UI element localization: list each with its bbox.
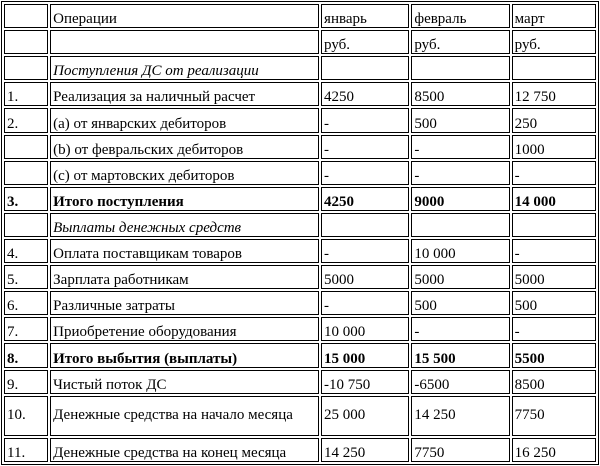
row-number: 10. bbox=[4, 396, 48, 436]
value-cell-february: - bbox=[411, 135, 509, 159]
section-row bbox=[4, 56, 596, 80]
value-cell-march: 8500 bbox=[512, 370, 596, 394]
value-cell-february bbox=[411, 213, 509, 237]
unit-february: руб. bbox=[411, 30, 509, 54]
table-row bbox=[4, 82, 596, 106]
value-cell-march: 12 750 bbox=[512, 82, 596, 106]
row-label: Различные затраты bbox=[50, 291, 319, 315]
value-cell-march: - bbox=[512, 161, 596, 185]
row-label: (c) от мартовских дебиторов bbox=[50, 161, 319, 185]
value-cell-january bbox=[321, 56, 409, 80]
value-cell-january: - bbox=[321, 108, 409, 132]
value-cell-march: 16 250 bbox=[512, 438, 596, 462]
units-num-cell bbox=[4, 30, 48, 54]
table-row bbox=[4, 396, 596, 436]
value-cell-february: -6500 bbox=[411, 370, 509, 394]
value-cell-march: 5500 bbox=[512, 343, 596, 367]
value-cell-february: - bbox=[411, 161, 509, 185]
value-cell-february bbox=[411, 56, 509, 80]
row-number: 5. bbox=[4, 265, 48, 289]
table-row bbox=[4, 317, 596, 341]
unit-january: руб. bbox=[321, 30, 409, 54]
row-label: Итого выбытия (выплаты) bbox=[50, 343, 319, 367]
header-month-march: март bbox=[512, 4, 596, 28]
value-cell-february: 10 000 bbox=[411, 239, 509, 263]
section-title: Поступления ДС от реализации bbox=[50, 56, 319, 80]
table-row bbox=[4, 291, 596, 315]
row-label: Приобретение оборудования bbox=[50, 317, 319, 341]
value-cell-february: 15 500 bbox=[411, 343, 509, 367]
row-label: Оплата поставщикам товаров bbox=[50, 239, 319, 263]
value-cell-february: 8500 bbox=[411, 82, 509, 106]
units-row bbox=[4, 30, 596, 54]
value-cell-february: 7750 bbox=[411, 438, 509, 462]
table-row bbox=[4, 135, 596, 159]
row-number: 1. bbox=[4, 82, 48, 106]
table-row bbox=[4, 239, 596, 263]
value-cell-march bbox=[512, 213, 596, 237]
row-number: 6. bbox=[4, 291, 48, 315]
value-cell-january: - bbox=[321, 135, 409, 159]
value-cell-january: 5000 bbox=[321, 265, 409, 289]
value-cell-february: 9000 bbox=[411, 187, 509, 211]
row-number: 11. bbox=[4, 438, 48, 462]
value-cell-march bbox=[512, 56, 596, 80]
row-number: 9. bbox=[4, 370, 48, 394]
row-number bbox=[4, 213, 48, 237]
row-label: Зарплата работникам bbox=[50, 265, 319, 289]
cash-flow-body bbox=[4, 4, 596, 462]
value-cell-january: - bbox=[321, 161, 409, 185]
row-number bbox=[4, 161, 48, 185]
row-label: Денежные средства на конец месяца bbox=[50, 438, 319, 462]
value-cell-january: -10 750 bbox=[321, 370, 409, 394]
table-row bbox=[4, 265, 596, 289]
value-cell-january: - bbox=[321, 239, 409, 263]
row-label: (a) от январских дебиторов bbox=[50, 108, 319, 132]
value-cell-january: 15 000 bbox=[321, 343, 409, 367]
value-cell-january bbox=[321, 213, 409, 237]
row-number bbox=[4, 56, 48, 80]
value-cell-march: 250 bbox=[512, 108, 596, 132]
row-number: 4. bbox=[4, 239, 48, 263]
value-cell-january: 4250 bbox=[321, 82, 409, 106]
row-number: 7. bbox=[4, 317, 48, 341]
table-row bbox=[4, 187, 596, 211]
value-cell-january: 25 000 bbox=[321, 396, 409, 436]
value-cell-february: 5000 bbox=[411, 265, 509, 289]
header-month-february: февраль bbox=[411, 4, 509, 28]
units-label-cell bbox=[50, 30, 319, 54]
value-cell-march: 7750 bbox=[512, 396, 596, 436]
row-label: (b) от февральских дебиторов bbox=[50, 135, 319, 159]
table-row bbox=[4, 370, 596, 394]
value-cell-march: - bbox=[512, 317, 596, 341]
value-cell-march: 500 bbox=[512, 291, 596, 315]
value-cell-march: 5000 bbox=[512, 265, 596, 289]
unit-march: руб. bbox=[512, 30, 596, 54]
row-label: Денежные средства на начало месяца bbox=[50, 396, 319, 436]
table-row bbox=[4, 108, 596, 132]
value-cell-february: 500 bbox=[411, 108, 509, 132]
row-label: Итого поступления bbox=[50, 187, 319, 211]
row-number: 2. bbox=[4, 108, 48, 132]
header-month-january: январь bbox=[321, 4, 409, 28]
row-number: 3. bbox=[4, 187, 48, 211]
table-row bbox=[4, 343, 596, 367]
cash-flow-table bbox=[1, 1, 599, 465]
value-cell-february: - bbox=[411, 317, 509, 341]
section-row bbox=[4, 213, 596, 237]
row-number bbox=[4, 135, 48, 159]
value-cell-march: 1000 bbox=[512, 135, 596, 159]
value-cell-march: 14 000 bbox=[512, 187, 596, 211]
section-title: Выплаты денежных средств bbox=[50, 213, 319, 237]
value-cell-january: 14 250 bbox=[321, 438, 409, 462]
value-cell-february: 14 250 bbox=[411, 396, 509, 436]
header-row bbox=[4, 4, 596, 28]
table-row bbox=[4, 438, 596, 462]
value-cell-march: - bbox=[512, 239, 596, 263]
row-label: Чистый поток ДС bbox=[50, 370, 319, 394]
value-cell-january: 10 000 bbox=[321, 317, 409, 341]
header-operations: Операции bbox=[50, 4, 319, 28]
value-cell-february: 500 bbox=[411, 291, 509, 315]
row-label: Реализация за наличный расчет bbox=[50, 82, 319, 106]
row-number: 8. bbox=[4, 343, 48, 367]
table-row bbox=[4, 161, 596, 185]
value-cell-january: - bbox=[321, 291, 409, 315]
value-cell-january: 4250 bbox=[321, 187, 409, 211]
header-num-cell bbox=[4, 4, 48, 28]
